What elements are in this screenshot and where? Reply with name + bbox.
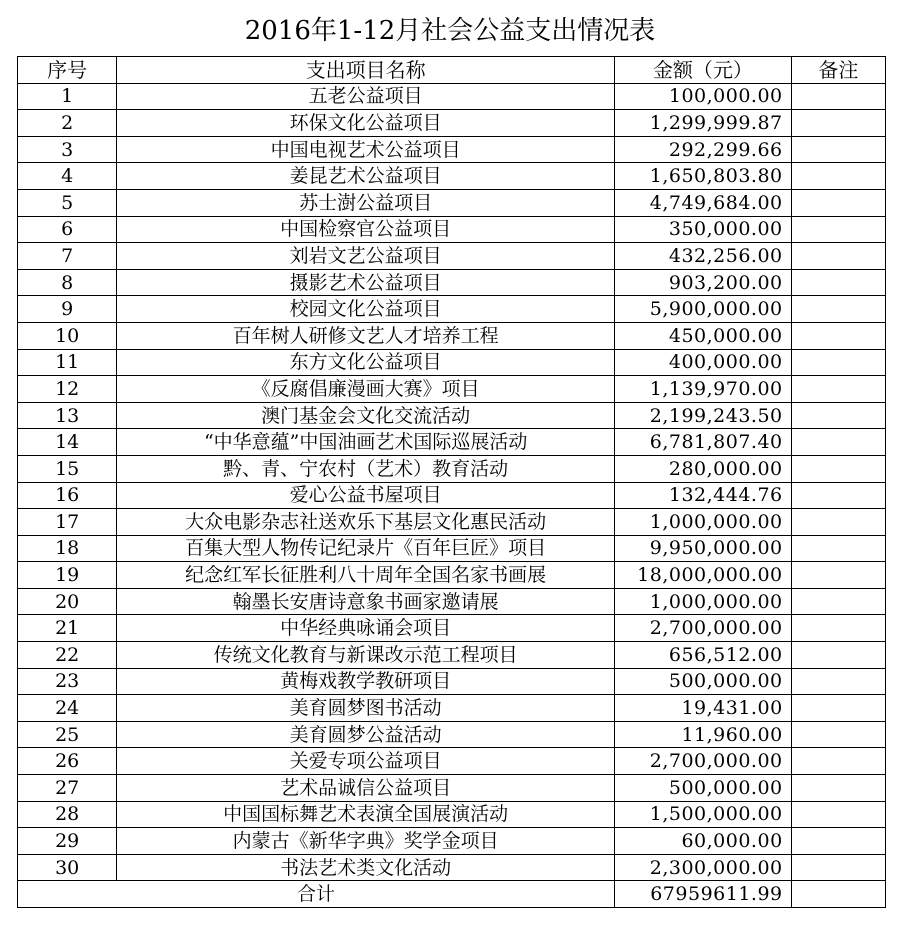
row-note: [791, 349, 885, 376]
row-name: 中华经典咏诵会项目: [117, 615, 615, 642]
row-no: 25: [18, 721, 117, 748]
table-header-row: [18, 57, 886, 84]
row-name: 澳门基金会文化交流活动: [117, 402, 615, 429]
row-amount: 1,139,970.00: [615, 376, 792, 403]
row-amount: 5,900,000.00: [615, 296, 792, 323]
row-no: 8: [18, 269, 117, 296]
row-no: 23: [18, 668, 117, 695]
row-no: 16: [18, 482, 117, 509]
row-note: [791, 189, 885, 216]
row-name: 艺术品诚信公益项目: [117, 775, 615, 802]
table-row: [18, 376, 886, 403]
table-row: [18, 615, 886, 642]
row-no: 13: [18, 402, 117, 429]
row-name: 黔、青、宁农村（艺术）教育活动: [117, 455, 615, 482]
table-row: [18, 402, 886, 429]
row-name: 东方文化公益项目: [117, 349, 615, 376]
table-body: [18, 83, 886, 881]
table-row: [18, 668, 886, 695]
row-name: 翰墨长安唐诗意象书画家邀请展: [117, 588, 615, 615]
row-amount: 1,500,000.00: [615, 801, 792, 828]
row-amount: 450,000.00: [615, 322, 792, 349]
total-note: [791, 881, 885, 908]
row-no: 3: [18, 136, 117, 163]
table-row: [18, 721, 886, 748]
table-row: [18, 854, 886, 881]
row-no: 9: [18, 296, 117, 323]
row-name: 环保文化公益项目: [117, 110, 615, 137]
total-label: 合计: [18, 881, 615, 908]
row-no: 22: [18, 642, 117, 669]
table-row: [18, 216, 886, 243]
row-name: 爱心公益书屋项目: [117, 482, 615, 509]
row-note: [791, 828, 885, 855]
row-amount: 132,444.76: [615, 482, 792, 509]
row-no: 28: [18, 801, 117, 828]
expenditure-table: [17, 56, 886, 908]
row-name: 书法艺术类文化活动: [117, 854, 615, 881]
row-name: 百集大型人物传记纪录片《百年巨匠》项目: [117, 535, 615, 562]
row-amount: 2,700,000.00: [615, 748, 792, 775]
row-name: 中国电视艺术公益项目: [117, 136, 615, 163]
row-amount: 2,199,243.50: [615, 402, 792, 429]
row-amount: 500,000.00: [615, 775, 792, 802]
table-row: [18, 349, 886, 376]
row-amount: 19,431.00: [615, 695, 792, 722]
table-row: [18, 110, 886, 137]
table-row: [18, 801, 886, 828]
row-name: 美育圆梦公益活动: [117, 721, 615, 748]
row-amount: 11,960.00: [615, 721, 792, 748]
row-no: 18: [18, 535, 117, 562]
row-note: [791, 509, 885, 536]
row-no: 1: [18, 83, 117, 110]
table-row: [18, 695, 886, 722]
row-name: 摄影艺术公益项目: [117, 269, 615, 296]
row-no: 26: [18, 748, 117, 775]
row-no: 21: [18, 615, 117, 642]
row-name: 百年树人研修文艺人才培养工程: [117, 322, 615, 349]
row-amount: 2,300,000.00: [615, 854, 792, 881]
row-name: 姜昆艺术公益项目: [117, 163, 615, 190]
row-amount: 432,256.00: [615, 243, 792, 270]
row-no: 14: [18, 429, 117, 456]
row-no: 2: [18, 110, 117, 137]
row-name: 关爱专项公益项目: [117, 748, 615, 775]
table-row: [18, 136, 886, 163]
row-amount: 2,700,000.00: [615, 615, 792, 642]
table-row: [18, 509, 886, 536]
row-name: 苏士澍公益项目: [117, 189, 615, 216]
row-note: [791, 216, 885, 243]
header-name: 支出项目名称: [117, 57, 615, 84]
row-no: 7: [18, 243, 117, 270]
row-amount: 60,000.00: [615, 828, 792, 855]
row-note: [791, 322, 885, 349]
row-name: 美育圆梦图书活动: [117, 695, 615, 722]
table-row: [18, 269, 886, 296]
row-no: 15: [18, 455, 117, 482]
row-amount: 1,650,803.80: [615, 163, 792, 190]
table-row: [18, 482, 886, 509]
row-note: [791, 110, 885, 137]
row-no: 24: [18, 695, 117, 722]
row-note: [791, 482, 885, 509]
row-name: 纪念红军长征胜利八十周年全国名家书画展: [117, 562, 615, 589]
row-no: 6: [18, 216, 117, 243]
row-name: 大众电影杂志社送欢乐下基层文化惠民活动: [117, 509, 615, 536]
table-row: [18, 296, 886, 323]
row-note: [791, 376, 885, 403]
row-name: 内蒙古《新华字典》奖学金项目: [117, 828, 615, 855]
row-note: [791, 748, 885, 775]
row-no: 4: [18, 163, 117, 190]
table-row: [18, 189, 886, 216]
table-row: [18, 429, 886, 456]
row-amount: 1,000,000.00: [615, 588, 792, 615]
row-note: [791, 136, 885, 163]
row-note: [791, 535, 885, 562]
total-amount: 67959611.99: [615, 881, 792, 908]
row-note: [791, 588, 885, 615]
row-name: 《反腐倡廉漫画大赛》项目: [117, 376, 615, 403]
row-amount: 400,000.00: [615, 349, 792, 376]
row-name: 五老公益项目: [117, 83, 615, 110]
row-no: 17: [18, 509, 117, 536]
row-no: 11: [18, 349, 117, 376]
row-amount: 903,200.00: [615, 269, 792, 296]
table-row: [18, 243, 886, 270]
table-row: [18, 535, 886, 562]
table-row: [18, 322, 886, 349]
row-name: 传统文化教育与新课改示范工程项目: [117, 642, 615, 669]
row-no: 30: [18, 854, 117, 881]
row-note: [791, 721, 885, 748]
header-amount: 金额（元）: [615, 57, 792, 84]
row-note: [791, 642, 885, 669]
row-note: [791, 615, 885, 642]
row-note: [791, 775, 885, 802]
row-name: 校园文化公益项目: [117, 296, 615, 323]
table-row: [18, 828, 886, 855]
row-amount: 18,000,000.00: [615, 562, 792, 589]
row-amount: 280,000.00: [615, 455, 792, 482]
row-note: [791, 695, 885, 722]
table-row: [18, 163, 886, 190]
table-row: [18, 748, 886, 775]
row-note: [791, 562, 885, 589]
row-note: [791, 296, 885, 323]
row-note: [791, 402, 885, 429]
row-no: 5: [18, 189, 117, 216]
document-title: 2016年1-12月社会公益支出情况表: [244, 16, 656, 46]
header-note: 备注: [791, 57, 885, 84]
row-note: [791, 163, 885, 190]
row-note: [791, 854, 885, 881]
row-no: 10: [18, 322, 117, 349]
row-amount: 350,000.00: [615, 216, 792, 243]
row-note: [791, 83, 885, 110]
row-name: 中国检察官公益项目: [117, 216, 615, 243]
row-no: 20: [18, 588, 117, 615]
total-row: [18, 881, 886, 908]
row-no: 27: [18, 775, 117, 802]
row-name: 刘岩文艺公益项目: [117, 243, 615, 270]
row-amount: 6,781,807.40: [615, 429, 792, 456]
table-row: [18, 642, 886, 669]
row-amount: 100,000.00: [615, 83, 792, 110]
row-amount: 4,749,684.00: [615, 189, 792, 216]
table-row: [18, 83, 886, 110]
table-row: [18, 562, 886, 589]
row-note: [791, 455, 885, 482]
row-note: [791, 243, 885, 270]
row-amount: 292,299.66: [615, 136, 792, 163]
row-note: [791, 801, 885, 828]
row-amount: 1,000,000.00: [615, 509, 792, 536]
row-amount: 656,512.00: [615, 642, 792, 669]
table-row: [18, 455, 886, 482]
row-no: 29: [18, 828, 117, 855]
row-name: 中国国标舞艺术表演全国展演活动: [117, 801, 615, 828]
row-amount: 1,299,999.87: [615, 110, 792, 137]
row-amount: 500,000.00: [615, 668, 792, 695]
row-note: [791, 668, 885, 695]
table-row: [18, 775, 886, 802]
row-name: 黄梅戏教学教研项目: [117, 668, 615, 695]
table-row: [18, 588, 886, 615]
row-note: [791, 429, 885, 456]
row-name: “中华意蕴”中国油画艺术国际巡展活动: [117, 429, 615, 456]
row-no: 12: [18, 376, 117, 403]
row-amount: 9,950,000.00: [615, 535, 792, 562]
row-no: 19: [18, 562, 117, 589]
header-no: 序号: [18, 57, 117, 84]
row-note: [791, 269, 885, 296]
